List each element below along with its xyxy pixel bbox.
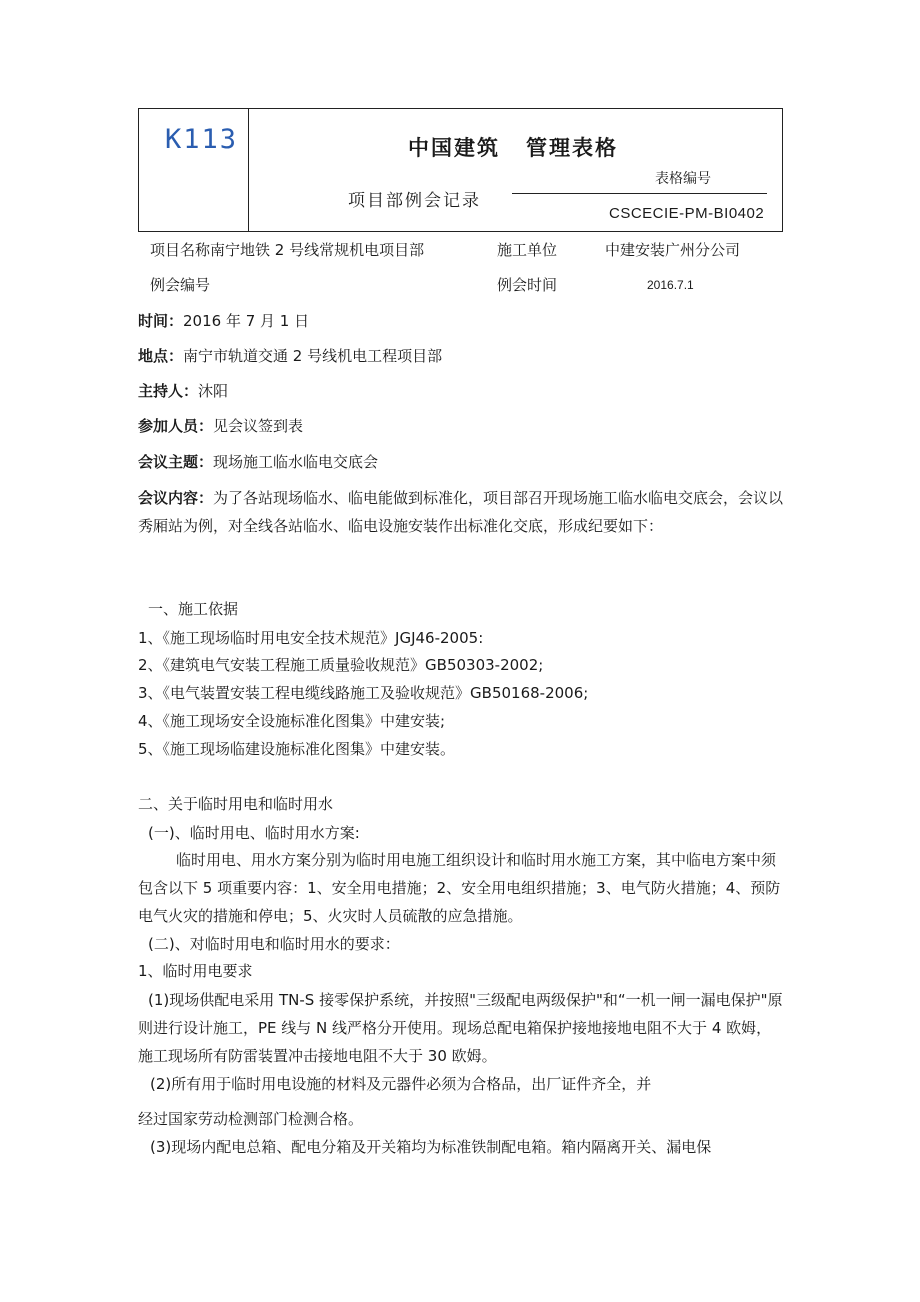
basis-item: 4、《施工现场安全设施标准化图集》中建安装; [138, 712, 446, 730]
org-title-part1: 中国建筑 [408, 136, 500, 160]
time-label: 时间： [138, 312, 184, 330]
attendees-field [138, 415, 303, 436]
requirement-3: (3)现场内配电总箱、配电分箱及开关箱均为标准铁制配电箱。箱内隔离开关、漏电保 [150, 1138, 712, 1156]
meeting-time-value: 2016.7.1 [647, 278, 694, 292]
section2-sub2: (二)、对临时用电和临时用水的要求： [148, 935, 400, 953]
org-title [408, 132, 618, 162]
place-label: 地点： [138, 347, 184, 365]
section1-heading: 一、施工依据 [148, 600, 239, 618]
topic-value: 现场施工临水临电交底会 [213, 453, 379, 471]
section2-heading: 二、关于临时用电和临时用水 [138, 795, 334, 813]
host-field [138, 380, 228, 401]
place-field [138, 345, 442, 366]
record-title: 项目部例会记录 [348, 191, 481, 211]
content-value: 为了各站现场临水、临电能做到标准化，项目部召开现场施工临水临电交底会，会议以秀厢站为例，对全线各站临水、临电设施安装作出标准化交底，形成纪要如下： [138, 489, 784, 535]
unit-value: 中建安装广州分公司 [605, 241, 741, 259]
meeting-time-label: 例会时间 [497, 276, 558, 294]
form-code: K113 [165, 124, 239, 155]
project-name: 项目名称南宁地铁 2 号线常规机电项目部 [150, 241, 425, 259]
topic-label: 会议主题： [138, 453, 214, 471]
header-divider [248, 108, 249, 232]
section2-item1: 1、临时用电要求 [138, 962, 253, 980]
content-label: 会议内容： [138, 489, 214, 507]
unit-label: 施工单位 [497, 241, 558, 259]
form-no: CSCECIE-PM-BI0402 [609, 205, 765, 222]
requirement-1: (1)现场供配电采用 TN-S 接零保护系统，并按照"三级配电两级保护"和“一机一闸一漏电保护"原则进行设计施工，PE 线与 N 线严格分开使用。现场总配电箱保护接地接地电阻不大于 4 欧姆，施工现场所有防雷装置冲击接地电阻不大于 30 欧姆。 [138, 991, 783, 1065]
basis-item: 1、《施工现场临时用电安全技术规范》JGJ46-2005: [138, 629, 484, 647]
time-field [138, 310, 309, 331]
title-underline [512, 193, 767, 194]
place-value: 南宁市轨道交通 2 号线机电工程项目部 [183, 347, 443, 365]
section2-sub1-text: 临时用电、用水方案分别为临时用电施工组织设计和临时用水施工方案，其中临电方案中须包含以下 5 项重要内容：1、安全用电措施；2、安全用电组织措施；3、电气防火措施；4、预防电气火灾的措施和停电；5、火灾时人员硫散的应急措施。 [138, 851, 781, 925]
time-value: 2016 年 7 月 1 日 [183, 312, 310, 330]
meeting-no-label: 例会编号 [150, 276, 211, 294]
basis-item: 5、《施工现场临建设施标准化图集》中建安装。 [138, 740, 456, 758]
requirement-2b: 经过国家劳动检测部门检测合格。 [138, 1110, 364, 1128]
topic-field [138, 451, 378, 472]
org-title-part2: 管理表格 [526, 136, 618, 160]
basis-item: 3、《电气装置安装工程电缆线路施工及验收规范》GB50168-2006; [138, 684, 589, 702]
requirement-2a: (2)所有用于临时用电设施的材料及元器件必须为合格品，出厂证件齐全，并 [150, 1075, 652, 1093]
host-value: 沐阳 [198, 382, 229, 400]
attendees-value: 见会议签到表 [213, 417, 304, 435]
host-label: 主持人： [138, 382, 199, 400]
basis-item: 2、《建筑电气安装工程施工质量验收规范》GB50303-2002; [138, 656, 544, 674]
attendees-label: 参加人员： [138, 417, 214, 435]
form-no-label: 表格编号 [655, 171, 711, 187]
section2-sub1: (一)、临时用电、临时用水方案: [148, 824, 360, 842]
content-paragraph [138, 484, 786, 540]
